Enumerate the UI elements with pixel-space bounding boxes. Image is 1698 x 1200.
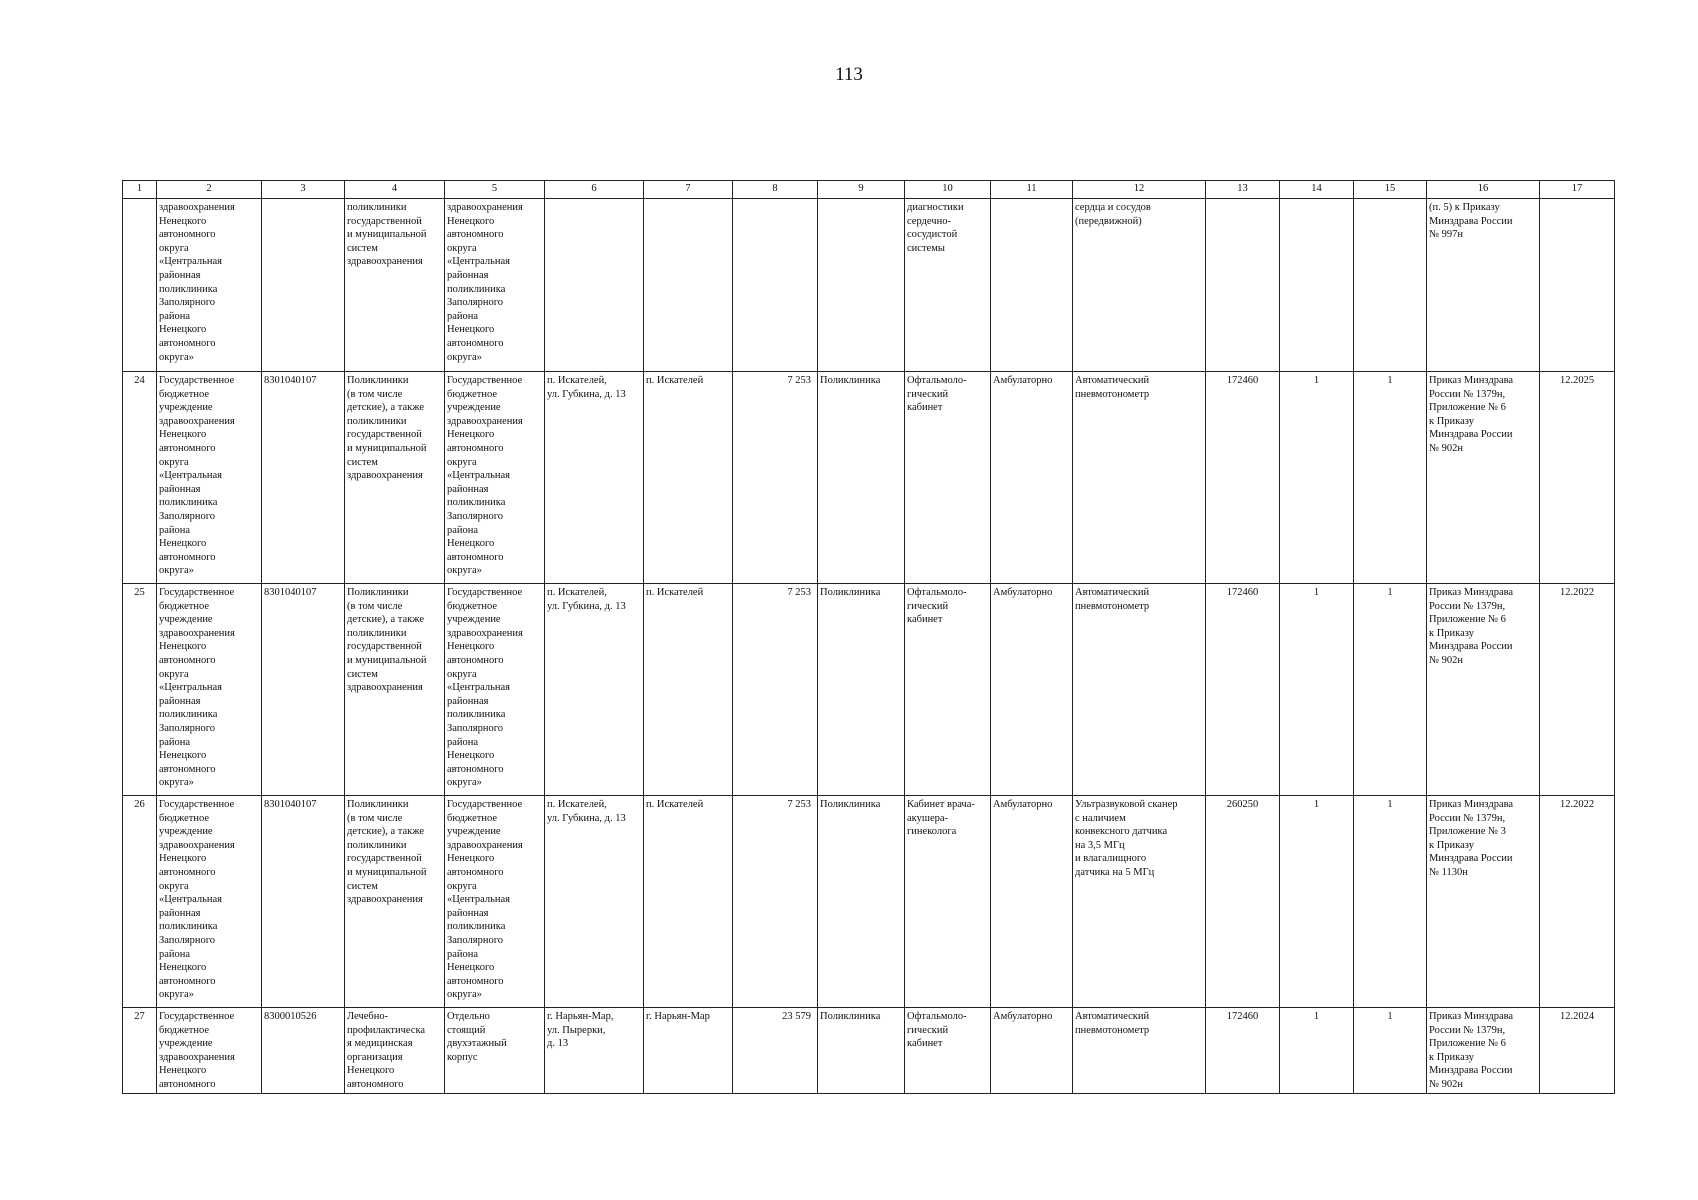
cell-address: п. Искателей, ул. Губкина, д. 13 — [545, 372, 644, 584]
cell-care-form: Амбулаторно — [991, 796, 1073, 1008]
cell-population: 23 579 — [733, 1008, 818, 1094]
cell-building: Отдельно стоящий двухэтажный корпус — [445, 1008, 545, 1094]
cell-unit: Поликлиника — [818, 584, 905, 796]
cell-unit: Поликлиника — [818, 372, 905, 584]
cell-institution: Государственное бюджетное учреждение здравоохранения Ненецкого автономного округа «Центральная районная поликлиника Заполярного района Ненецкого автономного округа» — [157, 372, 262, 584]
cell-institution: Государственное бюджетное учреждение здравоохранения Ненецкого автономного — [157, 1008, 262, 1094]
continuation-row — [123, 199, 1615, 372]
cell-okpo: 8300010526 — [262, 1008, 345, 1094]
cell-equipment: Автоматический пневмотонометр — [1073, 1008, 1206, 1094]
cell-care-form — [991, 199, 1073, 372]
cell-qty-plan: 1 — [1354, 1008, 1427, 1094]
table-row — [123, 372, 1615, 584]
cell-type: Поликлиники (в том числе детские), а также поликлиники государственной и муниципальной систем здравоохранения — [345, 372, 445, 584]
cell-equipment: Автоматический пневмотонометр — [1073, 372, 1206, 584]
cell-institution: Государственное бюджетное учреждение здравоохранения Ненецкого автономного округа «Центральная районная поликлиника Заполярного района Ненецкого автономного округа» — [157, 584, 262, 796]
header-cell: 7 — [644, 181, 733, 199]
cell-number — [123, 199, 157, 372]
cell-qty-plan — [1354, 199, 1427, 372]
cell-building: Государственное бюджетное учреждение здравоохранения Ненецкого автономного округа «Центральная районная поликлиника Заполярного района Ненецкого автономного округа» — [445, 372, 545, 584]
cell-institution: здравоохранения Ненецкого автономного округа «Центральная районная поликлиника Заполярного района Ненецкого автономного округа» — [157, 199, 262, 372]
header-cell: 16 — [1427, 181, 1540, 199]
table-row — [123, 796, 1615, 1008]
cell-number: 26 — [123, 796, 157, 1008]
header-cell: 15 — [1354, 181, 1427, 199]
cell-okpo: 8301040107 — [262, 372, 345, 584]
cell-building: здравоохранения Ненецкого автономного округа «Центральная районная поликлиника Заполярного района Ненецкого автономного округа» — [445, 199, 545, 372]
cell-qty-required: 1 — [1280, 372, 1354, 584]
cell-settlement — [644, 199, 733, 372]
header-cell: 1 — [123, 181, 157, 199]
cell-settlement: п. Искателей — [644, 796, 733, 1008]
cell-settlement: п. Искателей — [644, 372, 733, 584]
cell-basis: (п. 5) к Приказу Минздрава России № 997н — [1427, 199, 1540, 372]
cell-okpo — [262, 199, 345, 372]
cell-qty-plan: 1 — [1354, 796, 1427, 1008]
header-cell: 4 — [345, 181, 445, 199]
cell-building: Государственное бюджетное учреждение здравоохранения Ненецкого автономного округа «Центральная районная поликлиника Заполярного района Ненецкого автономного округа» — [445, 796, 545, 1008]
header-row — [123, 181, 1615, 199]
table-row — [123, 584, 1615, 796]
cell-room: Офтальмоло- гический кабинет — [905, 584, 991, 796]
cell-address: п. Искателей, ул. Губкина, д. 13 — [545, 584, 644, 796]
cell-basis: Приказ Минздрава России № 1379н, Приложение № 6 к Приказу Минздрава России № 902н — [1427, 1008, 1540, 1094]
cell-settlement: п. Искателей — [644, 584, 733, 796]
cell-number: 24 — [123, 372, 157, 584]
cell-population: 7 253 — [733, 584, 818, 796]
cell-care-form: Амбулаторно — [991, 584, 1073, 796]
cell-qty-required — [1280, 199, 1354, 372]
header-cell: 12 — [1073, 181, 1206, 199]
cell-address: п. Искателей, ул. Губкина, д. 13 — [545, 796, 644, 1008]
cell-basis: Приказ Минздрава России № 1379н, Приложение № 6 к Приказу Минздрава России № 902н — [1427, 372, 1540, 584]
cell-okpo: 8301040107 — [262, 796, 345, 1008]
cell-date: 12.2022 — [1540, 584, 1615, 796]
equipment-table — [122, 180, 1615, 1094]
cell-type: Лечебно- профилактическа я медицинская организация Ненецкого автономного — [345, 1008, 445, 1094]
cell-institution: Государственное бюджетное учреждение здравоохранения Ненецкого автономного округа «Центральная районная поликлиника Заполярного района Ненецкого автономного округа» — [157, 796, 262, 1008]
cell-care-form: Амбулаторно — [991, 372, 1073, 584]
cell-date: 12.2025 — [1540, 372, 1615, 584]
header-cell: 9 — [818, 181, 905, 199]
cell-qty-plan: 1 — [1354, 372, 1427, 584]
cell-room: Офтальмоло- гический кабинет — [905, 372, 991, 584]
cell-code — [1206, 199, 1280, 372]
cell-population: 7 253 — [733, 372, 818, 584]
cell-basis: Приказ Минздрава России № 1379н, Приложение № 6 к Приказу Минздрава России № 902н — [1427, 584, 1540, 796]
cell-type: Поликлиники (в том числе детские), а также поликлиники государственной и муниципальной систем здравоохранения — [345, 584, 445, 796]
cell-care-form: Амбулаторно — [991, 1008, 1073, 1094]
cell-number: 25 — [123, 584, 157, 796]
cell-code: 172460 — [1206, 1008, 1280, 1094]
cell-date: 12.2024 — [1540, 1008, 1615, 1094]
header-cell: 11 — [991, 181, 1073, 199]
cell-number: 27 — [123, 1008, 157, 1094]
cell-room: Офтальмоло- гический кабинет — [905, 1008, 991, 1094]
header-cell: 3 — [262, 181, 345, 199]
cell-population: 7 253 — [733, 796, 818, 1008]
cell-okpo: 8301040107 — [262, 584, 345, 796]
cell-qty-required: 1 — [1280, 1008, 1354, 1094]
cell-date: 12.2022 — [1540, 796, 1615, 1008]
cell-equipment: Ультразвуковой сканер с наличием конвексного датчика на 3,5 МГц и влагалищного датчика на 5 МГц — [1073, 796, 1206, 1008]
cell-basis: Приказ Минздрава России № 1379н, Приложение № 3 к Приказу Минздрава России № 1130н — [1427, 796, 1540, 1008]
cell-type: Поликлиники (в том числе детские), а также поликлиники государственной и муниципальной систем здравоохранения — [345, 796, 445, 1008]
cell-unit: Поликлиника — [818, 1008, 905, 1094]
cell-qty-required: 1 — [1280, 584, 1354, 796]
cell-address: г. Нарьян-Мар, ул. Пырерки, д. 13 — [545, 1008, 644, 1094]
header-cell: 8 — [733, 181, 818, 199]
cell-settlement: г. Нарьян-Мар — [644, 1008, 733, 1094]
header-cell: 6 — [545, 181, 644, 199]
cell-room: диагностики сердечно- сосудистой системы — [905, 199, 991, 372]
header-cell: 13 — [1206, 181, 1280, 199]
cell-building: Государственное бюджетное учреждение здравоохранения Ненецкого автономного округа «Центральная районная поликлиника Заполярного района Ненецкого автономного округа» — [445, 584, 545, 796]
cell-code: 172460 — [1206, 372, 1280, 584]
page-number: 113 — [835, 64, 863, 85]
cell-code: 172460 — [1206, 584, 1280, 796]
cell-address — [545, 199, 644, 372]
header-cell: 2 — [157, 181, 262, 199]
table-row — [123, 1008, 1615, 1094]
header-cell: 5 — [445, 181, 545, 199]
header-cell: 17 — [1540, 181, 1615, 199]
cell-qty-required: 1 — [1280, 796, 1354, 1008]
header-cell: 14 — [1280, 181, 1354, 199]
cell-unit — [818, 199, 905, 372]
cell-equipment: сердца и сосудов (передвижной) — [1073, 199, 1206, 372]
cell-unit: Поликлиника — [818, 796, 905, 1008]
cell-equipment: Автоматический пневмотонометр — [1073, 584, 1206, 796]
cell-code: 260250 — [1206, 796, 1280, 1008]
cell-qty-plan: 1 — [1354, 584, 1427, 796]
header-cell: 10 — [905, 181, 991, 199]
cell-type: поликлиники государственной и муниципальной систем здравоохранения — [345, 199, 445, 372]
cell-date — [1540, 199, 1615, 372]
cell-room: Кабинет врача- акушера- гинеколога — [905, 796, 991, 1008]
cell-population — [733, 199, 818, 372]
